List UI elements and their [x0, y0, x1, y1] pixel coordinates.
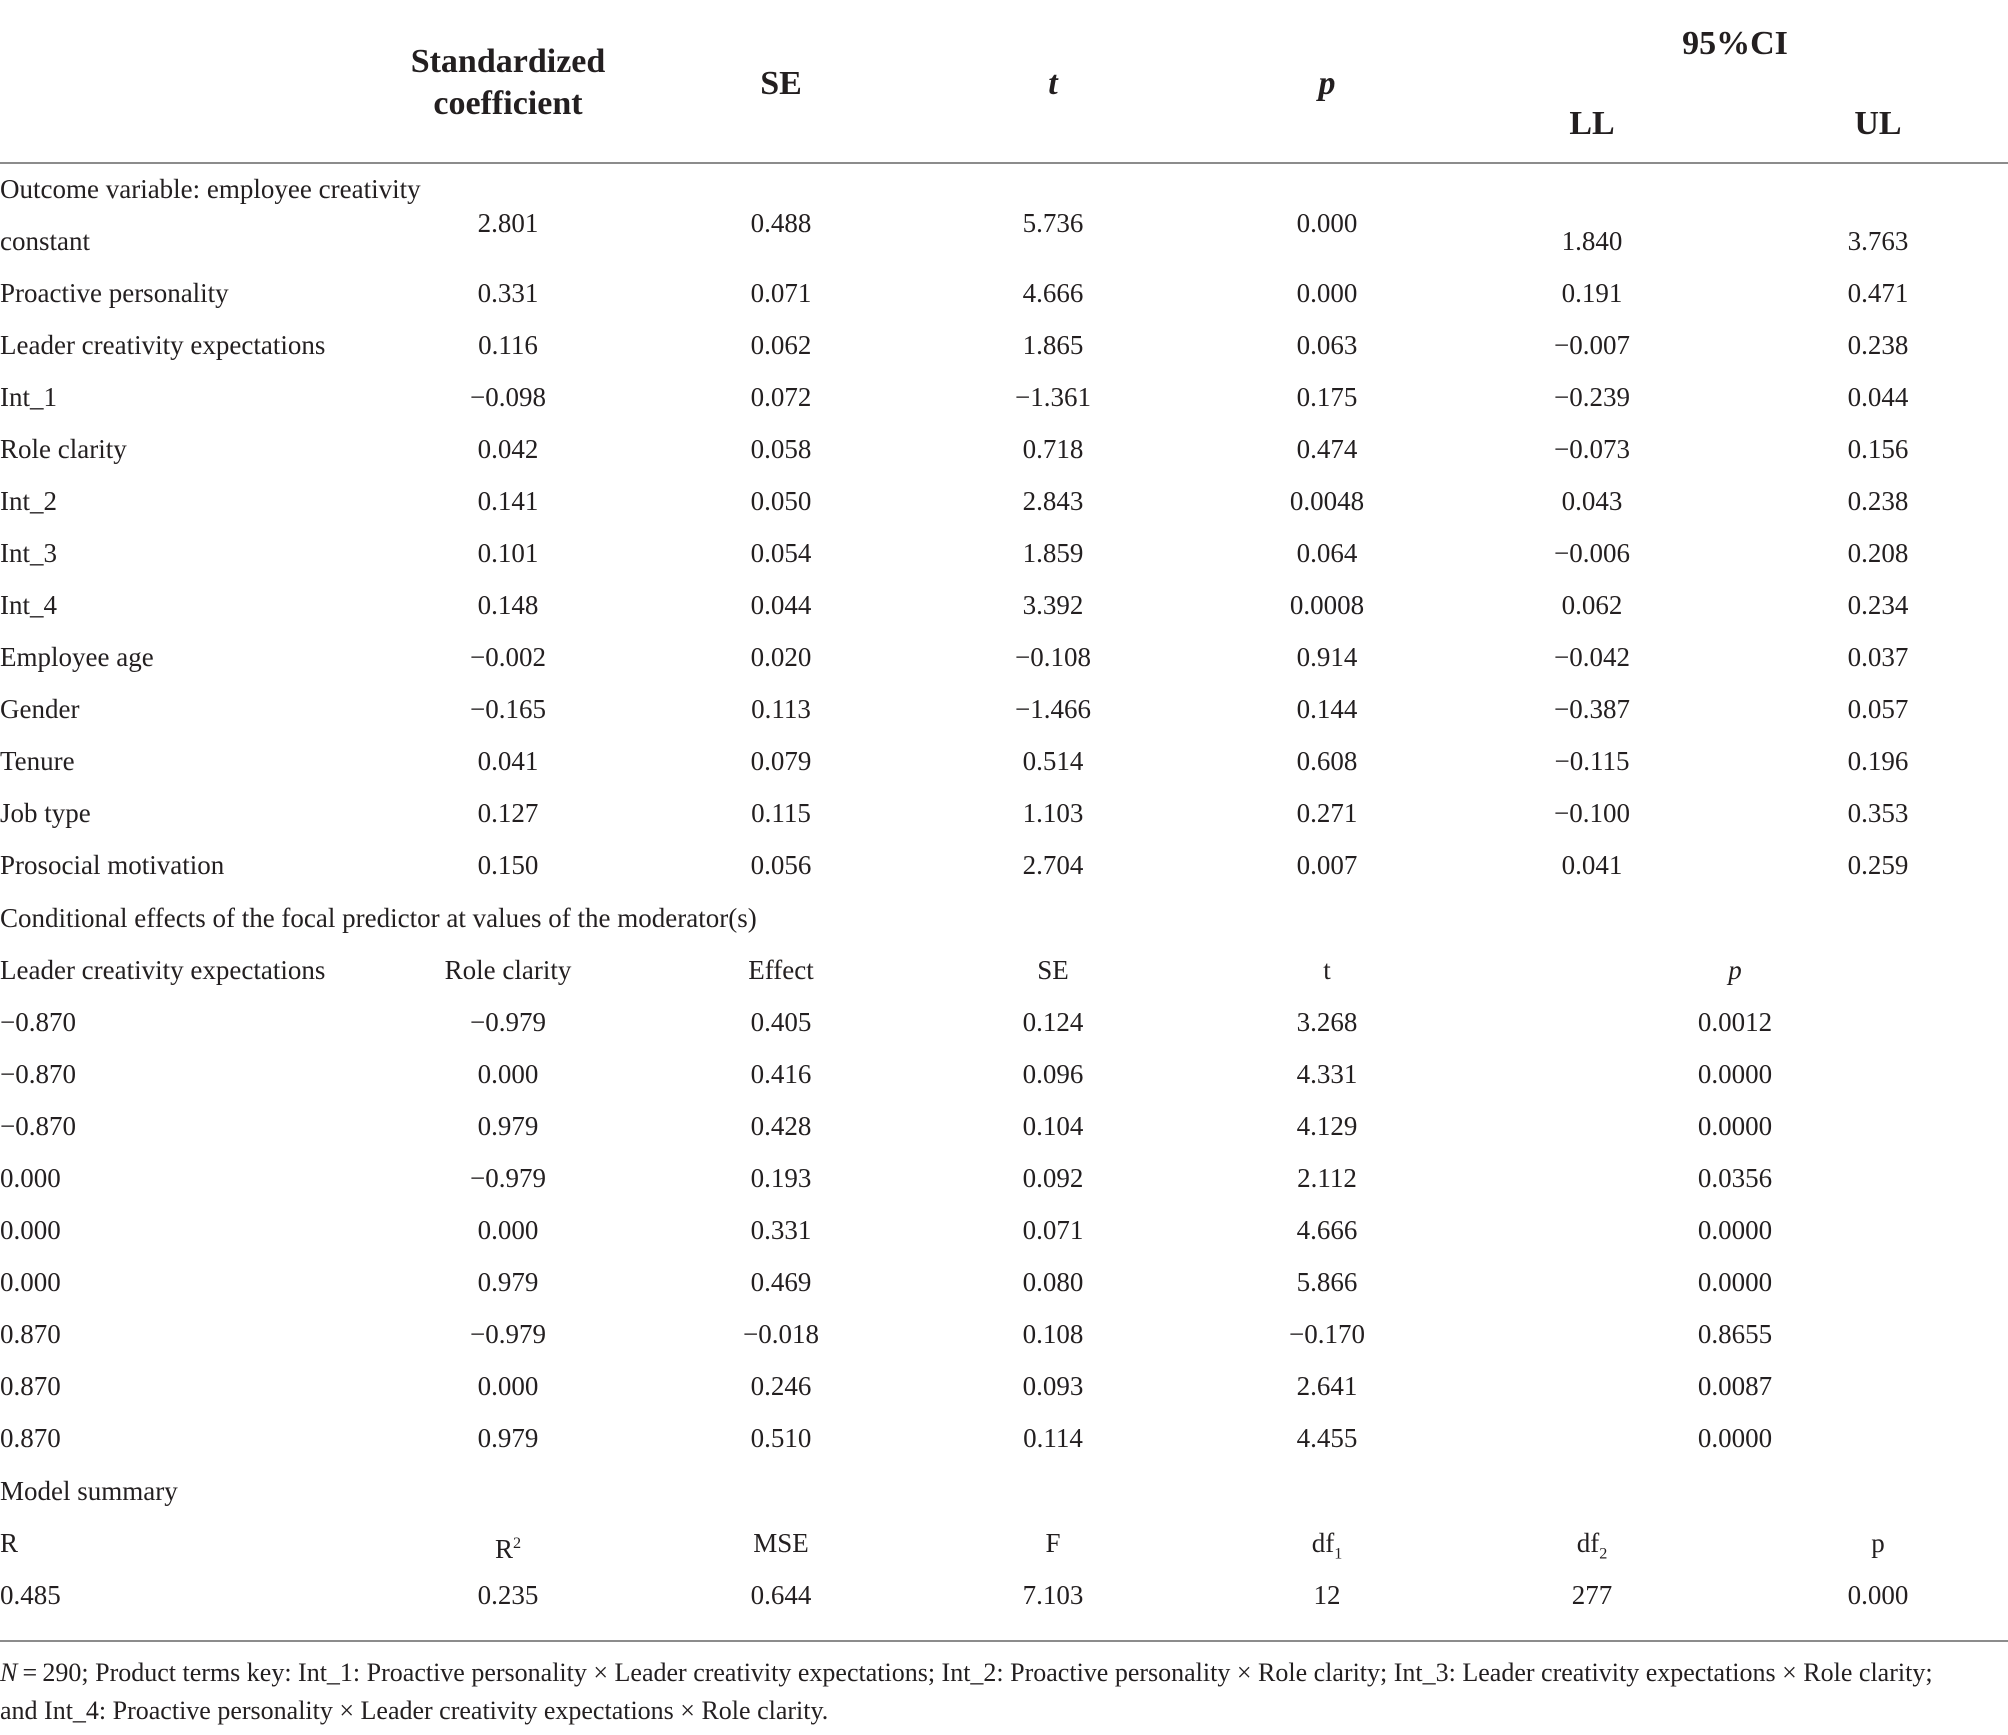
- cond-p: 0.0000: [1697, 1059, 1773, 1089]
- summary-value-p: 0.000: [1847, 1580, 1909, 1610]
- row-p: 0.000: [1296, 278, 1358, 308]
- row-t: 0.514: [1022, 746, 1084, 776]
- row-ll: 0.191: [1561, 278, 1623, 308]
- row-label: Role clarity: [0, 434, 127, 464]
- header-ci: 95%CI: [1682, 25, 1788, 62]
- row-p: 0.474: [1296, 434, 1358, 464]
- cond-effect: 0.193: [750, 1163, 812, 1193]
- cond-se: 0.108: [1022, 1319, 1084, 1349]
- r2-sup: 2: [512, 1534, 522, 1552]
- row-se: 0.020: [750, 642, 812, 672]
- section1-title: Outcome variable: employee creativity: [0, 174, 421, 204]
- cond-lce: 0.870: [0, 1319, 61, 1349]
- row-ul: 0.259: [1847, 850, 1909, 880]
- df1-sub: 1: [1334, 1544, 1343, 1563]
- row-ll: −0.006: [1554, 538, 1630, 568]
- header-ul: UL: [1854, 105, 1902, 142]
- row-t: 3.392: [1022, 590, 1084, 620]
- row-ul: 3.763: [1847, 226, 1909, 256]
- row-t: 4.666: [1022, 278, 1084, 308]
- cond-effect: 0.246: [750, 1371, 812, 1401]
- cond-effect: 0.510: [750, 1423, 812, 1453]
- cond-effect: 0.469: [750, 1267, 812, 1297]
- row-t: 1.103: [1022, 798, 1084, 828]
- df2-base: df: [1576, 1528, 1600, 1558]
- row-label: Proactive personality: [0, 278, 229, 308]
- row-label: constant: [0, 226, 90, 256]
- cond-p: 0.0356: [1697, 1163, 1773, 1193]
- cond-t: 4.129: [1296, 1111, 1358, 1141]
- row-se: 0.054: [750, 538, 812, 568]
- summary-header-df1: [1312, 1527, 1343, 1569]
- cond-t: 4.331: [1296, 1059, 1358, 1089]
- cond-t: 5.866: [1296, 1267, 1358, 1297]
- row-label: Gender: [0, 694, 80, 724]
- cond-se: 0.092: [1022, 1163, 1084, 1193]
- summary-header-df2: [1577, 1527, 1608, 1569]
- row-label: Prosocial motivation: [0, 850, 225, 880]
- row-ll: −0.042: [1554, 642, 1630, 672]
- r2-base: R: [494, 1534, 513, 1564]
- row-p: 0.914: [1296, 642, 1358, 672]
- cond-rc: −0.979: [470, 1163, 546, 1193]
- row-ll: −0.387: [1554, 694, 1630, 724]
- cond-t: −0.170: [1289, 1319, 1365, 1349]
- cond-se: 0.093: [1022, 1371, 1084, 1401]
- cond-lce: 0.000: [0, 1267, 61, 1297]
- cond-effect: −0.018: [743, 1319, 819, 1349]
- row-t: −1.361: [1015, 382, 1091, 412]
- summary-value-mse: 0.644: [750, 1580, 812, 1610]
- row-label: Int_2: [0, 486, 57, 516]
- row-ll: 0.041: [1561, 850, 1623, 880]
- summary-value-r2: 0.235: [477, 1580, 539, 1610]
- row-ul: 0.044: [1847, 382, 1909, 412]
- row-coef: 0.116: [478, 330, 538, 360]
- cond-lce: 0.000: [0, 1215, 61, 1245]
- row-ul: 0.057: [1847, 694, 1909, 724]
- df1-base: df: [1311, 1528, 1335, 1558]
- row-ul: 0.471: [1847, 278, 1909, 308]
- row-ll: −0.100: [1554, 798, 1630, 828]
- row-ul: 0.234: [1847, 590, 1909, 620]
- row-t: −1.466: [1015, 694, 1091, 724]
- footnote-line2: and Int_4: Proactive personality × Leader creativity expectations × Role clarity.: [0, 1696, 829, 1725]
- section3-title: Model summary: [0, 1476, 178, 1506]
- row-p: 0.064: [1296, 538, 1358, 568]
- row-ll: −0.115: [1554, 746, 1630, 776]
- row-coef: −0.098: [470, 382, 546, 412]
- row-coef: 0.041: [477, 746, 539, 776]
- row-coef: 0.127: [477, 798, 539, 828]
- cond-lce: 0.870: [0, 1371, 61, 1401]
- cond-p: 0.0000: [1697, 1267, 1773, 1297]
- cond-t: 3.268: [1296, 1007, 1358, 1037]
- header-t: t: [1048, 65, 1058, 102]
- row-label: Int_4: [0, 590, 57, 620]
- row-se: 0.062: [750, 330, 812, 360]
- row-ll: −0.007: [1554, 330, 1630, 360]
- summary-value-r: 0.485: [0, 1580, 61, 1610]
- row-t: 5.736: [1022, 208, 1084, 238]
- row-ul: 0.238: [1847, 330, 1909, 360]
- cond-rc: −0.979: [470, 1007, 546, 1037]
- row-p: 0.007: [1296, 850, 1358, 880]
- cond-se: 0.124: [1022, 1007, 1084, 1037]
- section2-header-se: SE: [1037, 955, 1069, 985]
- cond-rc: −0.979: [470, 1319, 546, 1349]
- row-ul: 0.208: [1847, 538, 1909, 568]
- row-coef: 2.801: [477, 208, 539, 238]
- section2-header-lce: Leader creativity expectations: [0, 955, 326, 985]
- row-ul: 0.196: [1847, 746, 1909, 776]
- cond-p: 0.0000: [1697, 1215, 1773, 1245]
- header-rule: [0, 162, 2008, 164]
- row-p: 0.0008: [1289, 590, 1365, 620]
- row-se: 0.072: [750, 382, 812, 412]
- cond-lce: −0.870: [0, 1059, 76, 1089]
- cond-lce: −0.870: [0, 1111, 76, 1141]
- cond-p: 0.0087: [1697, 1371, 1773, 1401]
- cond-t: 2.641: [1296, 1371, 1358, 1401]
- footnote-n: N: [0, 1658, 18, 1687]
- row-ul: 0.156: [1847, 434, 1909, 464]
- row-se: 0.056: [750, 850, 812, 880]
- cond-rc: 0.000: [477, 1215, 539, 1245]
- cond-rc: 0.979: [477, 1267, 539, 1297]
- row-se: 0.115: [751, 798, 811, 828]
- cond-t: 4.455: [1296, 1423, 1358, 1453]
- row-coef: −0.002: [470, 642, 546, 672]
- cond-effect: 0.405: [750, 1007, 812, 1037]
- row-ll: 1.840: [1561, 226, 1623, 256]
- row-p: 0.175: [1296, 382, 1358, 412]
- cond-rc: 0.979: [477, 1423, 539, 1453]
- row-coef: −0.165: [470, 694, 546, 724]
- df2-sub: 2: [1599, 1544, 1608, 1563]
- row-se: 0.044: [750, 590, 812, 620]
- row-ul: 0.353: [1847, 798, 1909, 828]
- cond-effect: 0.331: [750, 1215, 812, 1245]
- row-p: 0.0048: [1289, 486, 1365, 516]
- row-label: Int_3: [0, 538, 57, 568]
- row-ul: 0.037: [1847, 642, 1909, 672]
- row-coef: 0.148: [477, 590, 539, 620]
- row-t: 1.859: [1022, 538, 1084, 568]
- section2-header-p: p: [1728, 955, 1742, 985]
- cond-se: 0.096: [1022, 1059, 1084, 1089]
- row-p: 0.063: [1296, 330, 1358, 360]
- cond-effect: 0.416: [750, 1059, 812, 1089]
- footnote-line1: [0, 1654, 1933, 1691]
- summary-value-f: 7.103: [1022, 1580, 1084, 1610]
- row-label: Job type: [0, 798, 91, 828]
- row-ll: 0.043: [1561, 486, 1623, 516]
- row-p: 0.000: [1296, 208, 1358, 238]
- row-coef: 0.101: [477, 538, 539, 568]
- header-coef-line2: coefficient: [433, 85, 583, 122]
- cond-rc: 0.000: [477, 1059, 539, 1089]
- cond-p: 0.0000: [1697, 1423, 1773, 1453]
- row-label: Leader creativity expectations: [0, 330, 326, 360]
- summary-header-f: F: [1045, 1528, 1061, 1558]
- row-coef: 0.150: [477, 850, 539, 880]
- cond-lce: −0.870: [0, 1007, 76, 1037]
- section2-header-t: t: [1323, 955, 1331, 985]
- row-p: 0.144: [1296, 694, 1358, 724]
- row-ll: −0.239: [1554, 382, 1630, 412]
- row-se: 0.488: [750, 208, 812, 238]
- row-se: 0.058: [750, 434, 812, 464]
- row-se: 0.071: [750, 278, 812, 308]
- row-t: 2.843: [1022, 486, 1084, 516]
- header-coef-line1: Standardized: [410, 43, 606, 80]
- section2-header-effect: Effect: [748, 955, 814, 985]
- cond-rc: 0.979: [477, 1111, 539, 1141]
- cond-p: 0.8655: [1697, 1319, 1773, 1349]
- row-label: Int_1: [0, 382, 57, 412]
- row-se: 0.113: [751, 694, 811, 724]
- row-p: 0.608: [1296, 746, 1358, 776]
- cond-rc: 0.000: [477, 1371, 539, 1401]
- row-ll: −0.073: [1554, 434, 1630, 464]
- header-se: SE: [760, 65, 802, 102]
- cond-se: 0.104: [1022, 1111, 1084, 1141]
- row-t: 2.704: [1022, 850, 1084, 880]
- row-ul: 0.238: [1847, 486, 1909, 516]
- cond-se: 0.071: [1022, 1215, 1084, 1245]
- cond-se: 0.114: [1023, 1423, 1083, 1453]
- row-p: 0.271: [1296, 798, 1358, 828]
- row-t: 1.865: [1022, 330, 1084, 360]
- summary-header-r: R: [0, 1528, 19, 1558]
- header-p: p: [1318, 65, 1336, 102]
- table-bottom-rule: [0, 1640, 2008, 1642]
- row-coef: 0.042: [477, 434, 539, 464]
- cond-t: 4.666: [1296, 1215, 1358, 1245]
- summary-value-df2: 277: [1571, 1580, 1613, 1610]
- cond-lce: 0.870: [0, 1423, 61, 1453]
- summary-header-r2: [495, 1527, 521, 1565]
- footnote-line1-text: = 290; Product terms key: Int_1: Proactive personality × Leader creativity expectations; Int_2: Proactive personality × Role clarity; Int_3: Leader creativity expectations × Role clarity;: [17, 1658, 1933, 1687]
- cond-p: 0.0000: [1697, 1111, 1773, 1141]
- summary-header-p: p: [1871, 1528, 1885, 1558]
- row-label: Tenure: [0, 746, 75, 776]
- cond-se: 0.080: [1022, 1267, 1084, 1297]
- row-se: 0.079: [750, 746, 812, 776]
- row-t: −0.108: [1015, 642, 1091, 672]
- cond-effect: 0.428: [750, 1111, 812, 1141]
- summary-value-df1: 12: [1313, 1580, 1341, 1610]
- row-label: Employee age: [0, 642, 154, 672]
- cond-t: 2.112: [1297, 1163, 1357, 1193]
- cond-lce: 0.000: [0, 1163, 61, 1193]
- section2-header-rc: Role clarity: [444, 955, 572, 985]
- row-se: 0.050: [750, 486, 812, 516]
- header-ll: LL: [1569, 105, 1615, 142]
- summary-header-mse: MSE: [753, 1528, 809, 1558]
- row-t: 0.718: [1022, 434, 1084, 464]
- row-coef: 0.141: [477, 486, 539, 516]
- row-coef: 0.331: [477, 278, 539, 308]
- cond-p: 0.0012: [1697, 1007, 1773, 1037]
- section2-title: Conditional effects of the focal predictor at values of the moderator(s): [0, 903, 757, 933]
- row-ll: 0.062: [1561, 590, 1623, 620]
